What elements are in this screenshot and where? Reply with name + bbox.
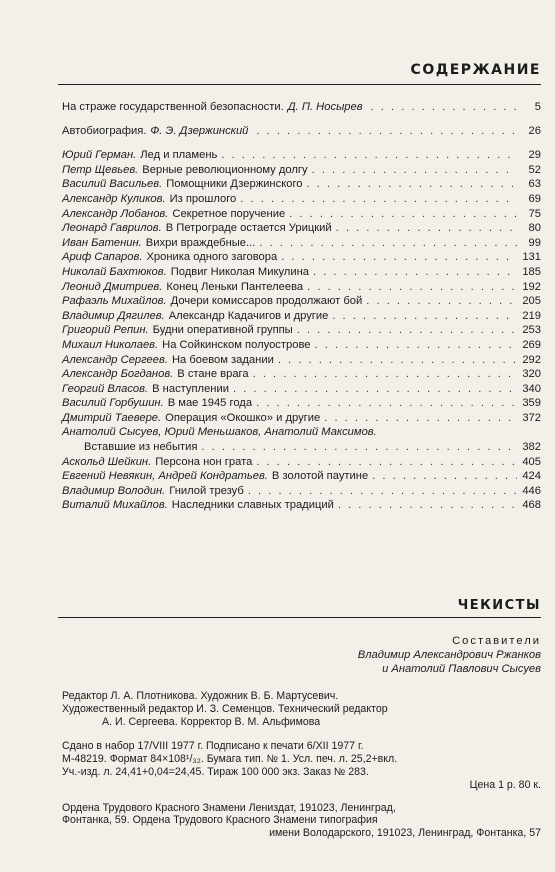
toc-entry-page: 99	[528, 236, 541, 249]
toc-entry-title: В золотой паутине	[271, 470, 369, 483]
toc-entry-title: Персона нон грата	[155, 455, 253, 468]
toc-entry-title: Конец Леньки Пантелеева	[166, 280, 304, 293]
toc-entry	[62, 177, 541, 192]
toc-entry-title: Будни оперативной группы	[152, 324, 293, 337]
toc-entry-author: Дмитрий Таевере.	[62, 411, 162, 424]
toc-entry-title: Наследники славных традиций	[171, 499, 334, 512]
toc-entry	[62, 294, 541, 309]
toc-entry-page: 269	[522, 338, 541, 351]
toc-leader-dots	[307, 177, 518, 192]
toc-entry	[62, 498, 541, 513]
toc-entry-page: 205	[522, 295, 541, 308]
toc-entry-title: Александр Кадачигов и другие	[168, 309, 329, 322]
editors-line: Художественный редактор И. З. Семенцов. Технический редактор	[62, 702, 388, 715]
table-of-contents	[62, 100, 541, 513]
toc-entry-author: Иван Батенин.	[62, 236, 142, 249]
toc-leader-dots	[372, 469, 517, 484]
toc-leader-dots	[332, 309, 517, 324]
toc-leader-dots	[312, 163, 517, 178]
toc-entry-author: Василий Васильев.	[62, 178, 163, 191]
toc-entry-page: 405	[522, 455, 541, 468]
toc-entry	[62, 250, 541, 265]
toc-entry-title: В стане врага	[177, 368, 249, 381]
toc-entry	[62, 192, 541, 207]
toc-leader-dots	[253, 367, 517, 382]
toc-entry-title: На страже государственной безопасности.	[62, 101, 284, 113]
toc-entry-title: Секретное поручение	[172, 207, 286, 220]
toc-entry	[62, 309, 541, 324]
toc-entry-page: 253	[522, 324, 541, 337]
publisher-line: имени Володарского, 191023, Ленинград, Фонтанка, 57	[269, 827, 541, 840]
toc-entry-page: 468	[522, 499, 541, 512]
toc-entry-author: Леонард Гаврилов.	[62, 222, 162, 235]
toc-entry-page: 52	[528, 163, 541, 176]
colophon	[62, 634, 541, 840]
toc-entry	[62, 484, 541, 499]
publisher-line: Фонтанка, 59. Ордена Трудового Красного Знамени типография	[62, 814, 378, 827]
editors-line: Редактор Л. А. Плотникова. Художник В. Б. Мартусевич.	[62, 690, 339, 702]
toc-entry	[62, 207, 541, 222]
toc-leader-dots	[297, 323, 517, 338]
toc-entry-page: 372	[522, 411, 541, 424]
toc-leader-dots	[338, 498, 517, 513]
toc-entry-author: Евгений Невякин, Андрей Кондратьев.	[62, 470, 268, 483]
toc-entry-author: Владимир Володин.	[62, 484, 166, 497]
toc-entry-title: Лед и пламень	[140, 149, 218, 162]
toc-entry-author: Д. П. Носырев	[287, 101, 363, 113]
toc-entry	[62, 367, 541, 382]
toc-entry	[62, 265, 541, 280]
toc-entry-author: Петр Щевьев.	[62, 163, 139, 176]
compiler-name: Владимир Александрович Ржанков	[357, 649, 541, 661]
toc-leader-dots	[281, 250, 517, 265]
publisher-block	[62, 802, 541, 840]
toc-entry-page: 75	[528, 207, 541, 220]
toc-entry-page: 80	[528, 222, 541, 235]
toc-entry	[62, 440, 541, 455]
toc-leader-dots	[233, 382, 517, 397]
toc-entry-title: Дочери комиссаров продолжают бой	[170, 295, 363, 308]
toc-entry-author: Владимир Дягилев.	[62, 309, 165, 322]
toc-leader-dots	[366, 294, 517, 309]
toc-entry	[62, 396, 541, 411]
toc-entry-author: Ф. Э. Дзержинский	[150, 124, 249, 137]
toc-entry-page: 340	[522, 382, 541, 395]
toc-entry	[62, 280, 541, 295]
toc-entry-page: 63	[528, 178, 541, 191]
toc-entry	[62, 163, 541, 178]
toc-entry-author: Александр Сергеев.	[62, 353, 168, 366]
toc-entry	[62, 148, 541, 163]
toc-entry	[62, 455, 541, 470]
print-line: Уч.-изд. л. 24,41+0,04=24,45. Тираж 100 000 экз. Заказ № 283.	[62, 765, 369, 778]
toc-entry-author: Юрий Герман.	[62, 149, 137, 162]
print-details-block	[62, 740, 541, 791]
toc-entry-title: Гнилой трезуб	[169, 484, 244, 497]
toc-entry-author: Василий Горбушин.	[62, 397, 164, 410]
toc-entry-title: Подвиг Николая Микулина	[170, 265, 309, 278]
toc-leader-dots	[259, 236, 517, 251]
toc-leader-dots	[315, 338, 517, 353]
credits-heading: ЧЕКИСТЫ	[457, 598, 541, 613]
compilers-label: Составители	[452, 635, 541, 647]
toc-leader-dots	[248, 484, 517, 499]
toc-entry-author: Георгий Власов.	[62, 382, 149, 395]
toc-entry-page: 382	[522, 441, 541, 454]
toc-leader-dots	[371, 100, 517, 115]
toc-leader-dots	[324, 411, 517, 426]
toc-leader-dots	[256, 124, 517, 139]
toc-entry-title: Помощники Дзержинского	[166, 178, 303, 191]
toc-entry-title: В наступлении	[152, 382, 229, 395]
toc-entry-title: Операция «Окошко» и другие	[165, 411, 321, 424]
toc-entry-author: Ариф Сапаров.	[62, 251, 143, 264]
toc-entry-page: 131	[522, 251, 541, 264]
toc-leader-dots	[256, 455, 517, 470]
price-line: Цена 1 р. 80 к.	[469, 778, 541, 791]
toc-entry-title: Верные революционному долгу	[142, 163, 308, 176]
toc-entry	[62, 353, 541, 368]
toc-entry-author: Александр Лобанов.	[62, 207, 169, 220]
toc-entry-title: Вставшие из небытия	[84, 441, 198, 454]
toc-leader-dots	[313, 265, 517, 280]
toc-entry-author: Виталий Михайлов.	[62, 499, 168, 512]
toc-entry	[62, 323, 541, 338]
compiler-name: и Анатолий Павлович Сысуев	[382, 663, 541, 675]
print-line: Сдано в набор 17/VIII 1977 г. Подписано к печати 6/XII 1977 г.	[62, 740, 364, 753]
toc-entry-page: 26	[528, 124, 541, 137]
publisher-line: Ордена Трудового Красного Знамени Лениздат, 191023, Ленинград,	[62, 801, 396, 814]
toc-entry	[62, 221, 541, 236]
print-line: М-48219. Формат 84×108¹/₃₂. Бумага тип. № 1. Усл. печ. л. 25,2+вкл.	[62, 753, 398, 766]
editors-line: А. И. Сергеева. Корректор В. М. Альфимова	[102, 715, 321, 728]
toc-entry	[62, 124, 541, 139]
toc-entry	[62, 338, 541, 353]
toc-leader-dots	[201, 440, 517, 455]
toc-entry-title: Из прошлого	[169, 192, 237, 205]
toc-entry-author: Николай Бахтюков.	[62, 265, 167, 278]
toc-entry-author: Аскольд Шейкин.	[62, 455, 152, 468]
toc-entry-page: 29	[528, 149, 541, 162]
toc-entry-page: 219	[522, 309, 541, 322]
toc-entry-page: 359	[522, 397, 541, 410]
toc-top-rule	[58, 84, 541, 85]
toc-entry-author: Леонид Дмитриев.	[62, 280, 163, 293]
toc-entry-page: 185	[522, 265, 541, 278]
toc-entry-author: Рафаэль Михайлов.	[62, 295, 167, 308]
toc-leader-dots	[278, 353, 517, 368]
toc-entry-page: 5	[534, 101, 541, 113]
toc-leader-dots	[240, 192, 517, 207]
toc-entry	[62, 236, 541, 251]
toc-entry-author: Александр Куликов.	[62, 192, 166, 205]
editors-block	[62, 690, 541, 728]
toc-entry-title: Автобиография.	[62, 124, 147, 137]
toc-entry-title: В мае 1945 года	[167, 397, 253, 410]
toc-leader-dots	[256, 396, 517, 411]
toc-entry	[62, 382, 541, 397]
toc-entry-title: Хроника одного заговора	[146, 251, 278, 264]
toc-entry-title: На боевом задании	[171, 353, 274, 366]
toc-entry-author: Михаил Николаев.	[62, 338, 159, 351]
toc-entry-author: Григорий Репин.	[62, 324, 149, 337]
toc-entry	[62, 425, 541, 440]
toc-entry-page: 320	[522, 368, 541, 381]
toc-entry	[62, 100, 541, 115]
toc-entry	[62, 469, 541, 484]
toc-entry-page: 446	[522, 484, 541, 497]
toc-leader-dots	[221, 148, 517, 163]
toc-entry-page: 69	[528, 192, 541, 205]
credits-top-rule	[58, 617, 541, 618]
toc-leader-dots	[307, 280, 517, 295]
toc-entry-page: 424	[522, 470, 541, 483]
toc-entry-title: В Петрограде остается Урицкий	[165, 222, 332, 235]
toc-entry-page: 292	[522, 353, 541, 366]
toc-entry-title: Вихри враждебные...	[145, 236, 256, 249]
toc-heading: СОДЕРЖАНИЕ	[410, 62, 541, 78]
toc-leader-dots	[336, 221, 517, 236]
toc-entry-author: Александр Богданов.	[62, 368, 174, 381]
toc-entry-author: Анатолий Сысуев, Юрий Меньшаков, Анатолий Максимов.	[62, 426, 377, 439]
toc-entry-title: На Сойкинском полуострове	[162, 338, 311, 351]
toc-leader-dots	[289, 207, 517, 222]
toc-entry-page: 192	[522, 280, 541, 293]
toc-entry	[62, 411, 541, 426]
